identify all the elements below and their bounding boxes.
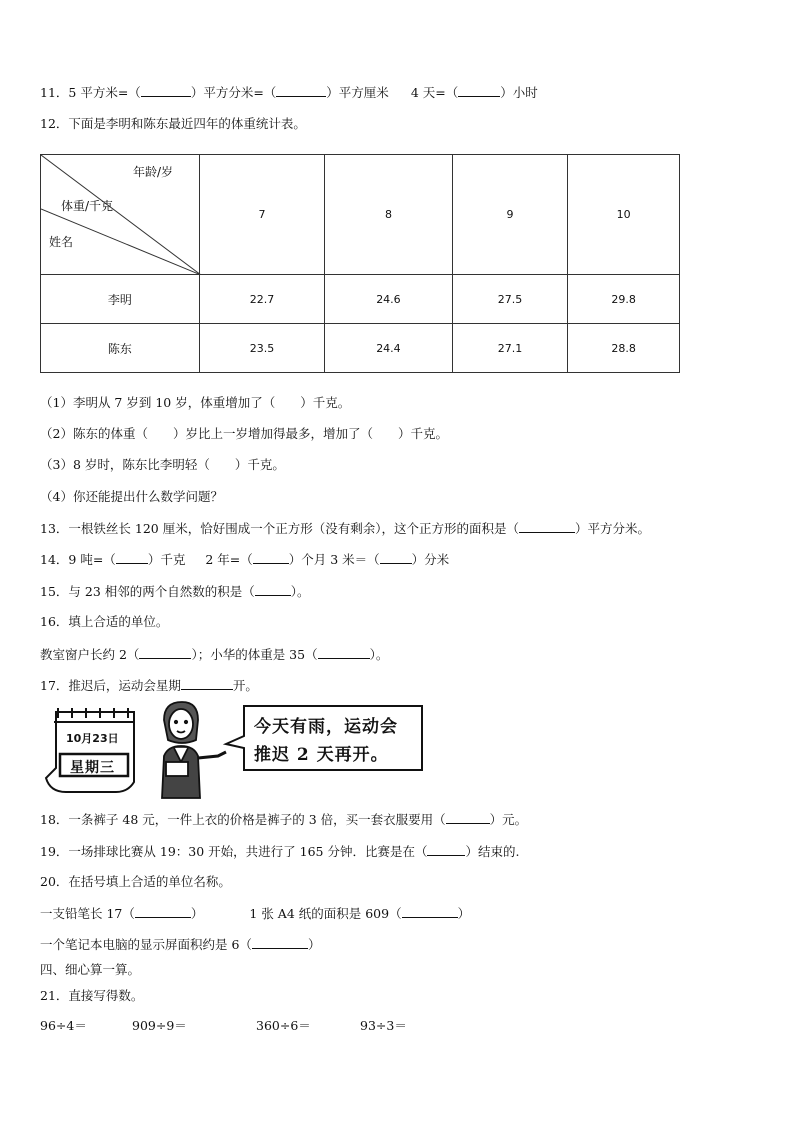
age-header: 10 xyxy=(568,155,680,275)
q20-a-part2: ） xyxy=(190,906,204,921)
q11-part5: ）小时 xyxy=(500,85,538,100)
table-cell: 27.5 xyxy=(452,275,568,324)
q20-b-part2: ） xyxy=(457,906,471,921)
q14-part3: 2 年=（ xyxy=(205,552,253,567)
corner-label-age: 年龄/岁 xyxy=(133,165,174,179)
q16-part3: ）。 xyxy=(369,647,389,662)
calendar-weekday: 星期三 xyxy=(70,760,115,776)
calendar-date: 10月23日 xyxy=(66,732,119,745)
question-12-sub3: （3）8 岁时，陈东比李明轻（ ）千克。 xyxy=(40,457,285,472)
q14-part5: ）分米 xyxy=(411,552,450,567)
row-name: 李明 xyxy=(41,275,200,324)
question-11 xyxy=(40,84,538,101)
question-21: 21．直接写得数。 xyxy=(40,988,144,1003)
calc-item: 360÷6＝ xyxy=(256,1018,311,1033)
answer-blank[interactable] xyxy=(276,84,326,97)
question-12-sub4: （4）你还能提出什么数学问题？ xyxy=(40,489,223,504)
table-cell: 24.4 xyxy=(325,324,452,373)
question-16: 16．填上合适的单位。 xyxy=(40,614,169,629)
calendar-teacher-illustration xyxy=(36,700,426,800)
table-corner-header xyxy=(41,155,200,275)
corner-label-name: 姓名 xyxy=(49,235,74,249)
table-cell: 29.8 xyxy=(568,275,680,324)
age-header: 9 xyxy=(452,155,568,275)
answer-blank[interactable] xyxy=(318,646,370,659)
q16-part1: 教室窗户长约 2（ xyxy=(40,647,140,662)
q20-b-part1: 1 张 A4 纸的面积是 609（ xyxy=(249,906,402,921)
question-19 xyxy=(40,843,519,860)
answer-blank[interactable] xyxy=(380,551,412,564)
q11-part4: 4 天=（ xyxy=(410,85,459,100)
calc-item: 909÷9＝ xyxy=(132,1018,187,1033)
section-heading: 四、细心算一算。 xyxy=(40,962,141,977)
q20-c-part2: ） xyxy=(307,937,321,952)
answer-blank[interactable] xyxy=(519,520,575,533)
question-16-line xyxy=(40,646,388,663)
q14-part4: ）个月 3 米＝（ xyxy=(288,552,380,567)
question-12-sub2: （2）陈东的体重（ ）岁比上一岁增加得最多，增加了（ ）千克。 xyxy=(40,426,448,441)
answer-blank[interactable] xyxy=(255,583,291,596)
q19-part1: 19．一场排球比赛从 19：30 开始，共进行了 165 分钟．比赛是在（ xyxy=(40,844,428,859)
q20-c-part1: 一个笔记本电脑的显示屏面积约是 6（ xyxy=(40,937,252,952)
age-header: 8 xyxy=(325,155,452,275)
answer-blank[interactable] xyxy=(116,551,148,564)
answer-blank[interactable] xyxy=(252,936,308,949)
table-row xyxy=(41,324,680,373)
speech-line-1: 今天有雨，运动会 xyxy=(254,717,398,737)
q11-part1: 11． xyxy=(40,85,69,100)
speech-line-2: 推迟 2 天再开。 xyxy=(254,745,389,765)
question-12-sub1: （1）李明从 7 岁到 10 岁，体重增加了（ ）千克。 xyxy=(40,395,351,410)
corner-label-weight: 体重/千克 xyxy=(61,199,114,213)
q14-part1: 14．9 吨=（ xyxy=(40,552,116,567)
q15-part2: ）。 xyxy=(290,584,310,599)
table-cell: 27.1 xyxy=(452,324,568,373)
q11-part1b: 5 平方米=（ xyxy=(68,85,141,100)
question-12: 12．下面是李明和陈东最近四年的体重统计表。 xyxy=(40,116,306,131)
weight-table xyxy=(40,154,680,373)
calendar-icon xyxy=(46,708,134,792)
q11-part3: ）平方厘米 xyxy=(326,85,389,100)
question-20-line-a xyxy=(40,905,470,922)
q17-part1: 17．推迟后，运动会星期 xyxy=(40,678,181,693)
answer-blank[interactable] xyxy=(141,84,191,97)
question-18 xyxy=(40,811,527,828)
question-15 xyxy=(40,583,310,600)
q20-a-part1: 一支铅笔长 17（ xyxy=(40,906,135,921)
question-14 xyxy=(40,551,449,568)
question-20: 20．在括号填上合适的单位名称。 xyxy=(40,874,231,889)
calc-item: 93÷3＝ xyxy=(360,1018,407,1033)
question-13 xyxy=(40,520,650,537)
question-17 xyxy=(40,677,258,694)
answer-blank[interactable] xyxy=(139,646,191,659)
q14-part2: ）千克 xyxy=(147,552,186,567)
answer-blank[interactable] xyxy=(135,905,191,918)
teacher-figure xyxy=(162,702,226,798)
table-cell: 24.6 xyxy=(325,275,452,324)
answer-blank[interactable] xyxy=(181,677,233,690)
q18-part1: 18．一条裤子 48 元，一件上衣的价格是裤子的 3 倍，买一套衣服要用（ xyxy=(40,812,446,827)
q17-part2: 开。 xyxy=(232,678,258,693)
calc-item: 96÷4＝ xyxy=(40,1018,87,1033)
age-header: 7 xyxy=(199,155,324,275)
question-21-items xyxy=(40,1018,440,1034)
answer-blank[interactable] xyxy=(427,843,465,856)
answer-blank[interactable] xyxy=(446,811,490,824)
q19-part2: ）结束的. xyxy=(465,844,520,859)
q13-part2: ）平方分米。 xyxy=(574,521,650,536)
q15-part1: 15．与 23 相邻的两个自然数的积是（ xyxy=(40,584,255,599)
row-name: 陈东 xyxy=(41,324,200,373)
table-cell: 22.7 xyxy=(199,275,324,324)
q16-part2: ）；小华的体重是 35（ xyxy=(191,647,318,662)
q13-part1: 13．一根铁丝长 120 厘米，恰好围成一个正方形（没有剩余），这个正方形的面积是（ xyxy=(40,521,519,536)
answer-blank[interactable] xyxy=(253,551,289,564)
answer-blank[interactable] xyxy=(458,84,500,97)
q18-part2: ）元。 xyxy=(489,812,528,827)
q11-part2: ）平方分米=（ xyxy=(190,85,277,100)
table-row xyxy=(41,275,680,324)
diagonal-lines xyxy=(41,155,201,275)
table-cell: 23.5 xyxy=(199,324,324,373)
table-cell: 28.8 xyxy=(568,324,680,373)
answer-blank[interactable] xyxy=(402,905,458,918)
question-20-line-c xyxy=(40,936,320,953)
